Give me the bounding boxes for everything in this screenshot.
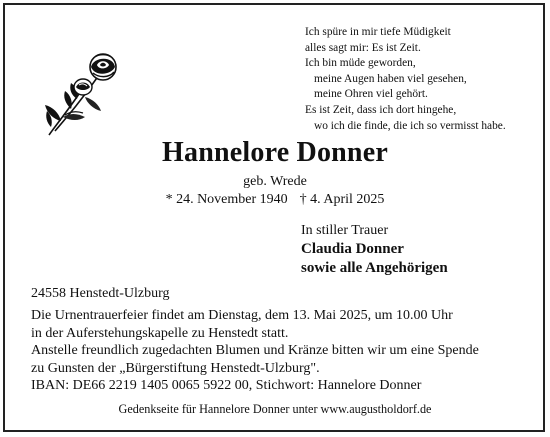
iban-text: IBAN: DE66 2219 1405 0065 5922 00, Stichwort: Hannelore Donner [31,378,422,394]
poem-line: Es ist Zeit, dass ich dort hingehe, [305,103,457,116]
maiden-name: geb. Wrede [243,174,307,189]
poem-line: meine Ohren viel gehört. [314,88,428,101]
life-dates [0,191,550,208]
death-date: † 4. April 2025 [299,192,385,207]
donation-text: Anstelle freundlich zugedachten Blumen und Kränze bitten wir um eine Spende [31,343,479,359]
mourning-intro: In stiller Trauer [301,223,389,238]
ceremony-text: Die Urnentrauerfeier findet am Dienstag, dem 13. Mai 2025, um 10.00 Uhr [31,308,453,324]
poem-line: meine Augen haben viel gesehen, [314,72,467,85]
deceased-name: Hannelore Donner [162,137,388,168]
birth-date: * 24. November 1940 [165,192,288,207]
memorial-page-link[interactable]: Gedenkseite für Hannelore Donner unter www.augustholdorf.de [118,402,432,416]
poem-line: Ich bin müde geworden, [305,57,416,70]
notice-details [31,285,531,394]
rose-icon [41,51,121,137]
mourners-block [301,222,448,278]
location-text: 24558 Henstedt-Ulzburg [31,286,170,301]
poem [305,25,545,134]
donation-text: zu Gunsten der „Bürgerstiftung Henstedt-Ulzburg". [31,360,320,376]
ceremony-text: in der Auferstehungskapelle zu Henstedt statt. [31,325,289,341]
poem-line: wo ich die finde, die ich so vermisst habe. [314,119,506,132]
poem-line: Ich spüre in mir tiefe Müdigkeit [305,26,451,38]
mourner-relatives: sowie alle Angehörigen [301,260,448,276]
poem-line: alles sagt mir: Es ist Zeit. [305,41,421,54]
mourner-name: Claudia Donner [301,241,404,257]
